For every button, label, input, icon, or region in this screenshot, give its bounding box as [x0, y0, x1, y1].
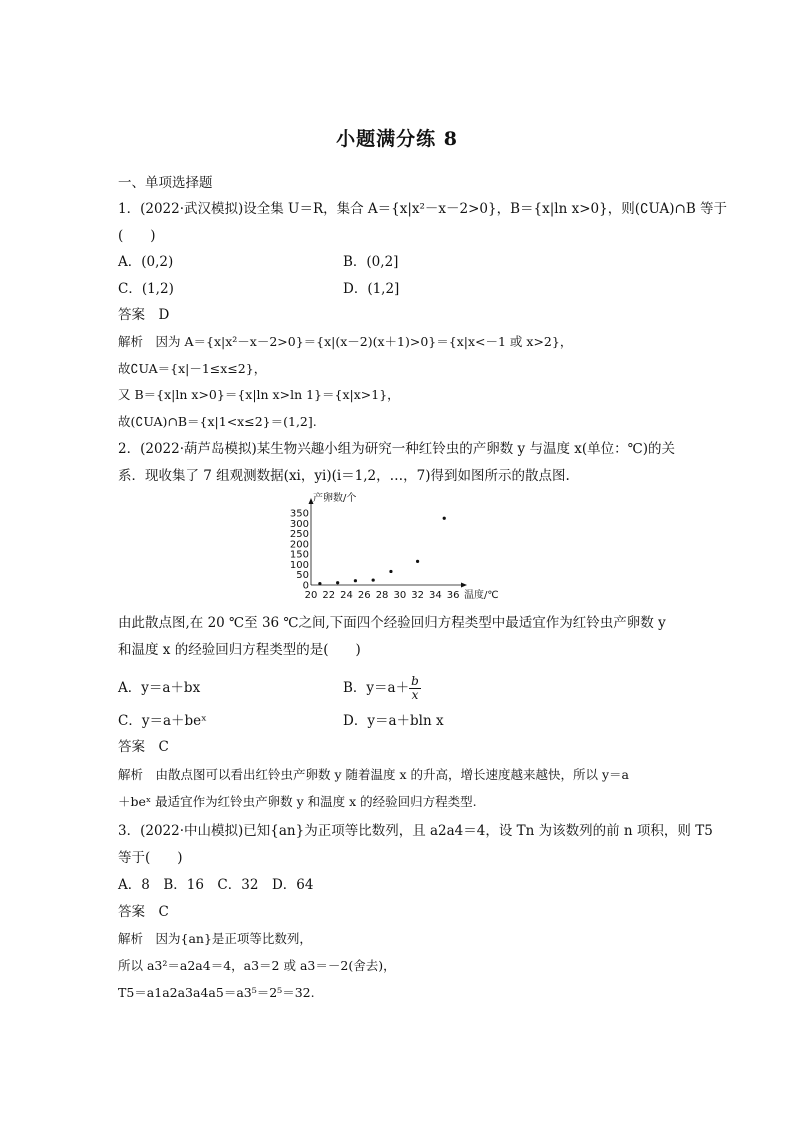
q1-option-d: D．(1,2]: [343, 281, 400, 297]
q3-solution-line2: 所以 a3²＝a2a4＝4，a3＝2 或 a3＝－2(舍去)，: [118, 958, 396, 973]
scatter-plot: [280, 490, 510, 605]
q2-option-b-prefix: B．y＝a＋: [343, 680, 410, 696]
q1-option-c: C．(1,2): [118, 281, 174, 297]
y-tick-label: 150: [289, 549, 309, 561]
q2-option-b: [343, 666, 421, 710]
data-point: [354, 579, 357, 582]
q2-answer: 答案 C: [118, 739, 169, 755]
x-tick-label: 30: [393, 590, 407, 601]
y-tick-label: 250: [289, 529, 309, 541]
page-title: 小题满分练 8: [336, 128, 458, 150]
q1-solution-line3: 又 B＝{x|ln x>0}＝{x|ln x>ln 1}＝{x|x>1}，: [118, 387, 400, 402]
y-tick-label: 50: [296, 570, 309, 582]
y-tick-labels: [290, 509, 309, 592]
data-point: [372, 578, 375, 581]
data-point: [389, 570, 392, 573]
section-heading: 一、单项选择题: [118, 175, 213, 191]
x-tick-label: 20: [304, 590, 318, 601]
q2-stem-line1: 2．(2022·葫芦岛模拟)某生物兴趣小组为研究一种红铃虫的产卵数 y 与温度 x(单位：℃)的关: [118, 441, 676, 457]
y-tick-label: 350: [289, 508, 309, 520]
x-axis-label: 温度/℃: [464, 590, 499, 601]
x-tick-label: 24: [340, 590, 353, 601]
q1-solution-line1: 解析 因为 A＝{x|x²－x－2>0}＝{x|(x－2)(x＋1)>0}＝{x|x<－1 或 x>2}，: [118, 334, 573, 349]
x-tick-labels: [305, 590, 460, 601]
y-tick-label: 200: [289, 539, 309, 551]
y-tick-label: 100: [289, 559, 309, 571]
q3-solution-line1: 解析 因为{an}是正项等比数列，: [118, 931, 312, 946]
q3-solution-line3: T5＝a1a2a3a4a5＝a3⁵＝2⁵＝32.: [118, 985, 315, 1000]
y-tick-label: 300: [289, 518, 309, 530]
q3-stem-line2: 等于( ): [118, 850, 183, 866]
q3-answer: 答案 C: [118, 904, 169, 920]
q1-solution-line2: 故∁UA＝{x|－1≤x≤2}，: [118, 361, 267, 376]
x-tick-label: 36: [446, 590, 460, 601]
x-tick-label: 26: [357, 590, 371, 601]
q2-option-d: D．y＝a＋bln x: [343, 713, 444, 729]
q3-stem-line1: 3．(2022·中山模拟)已知{an}为正项等比数列，且 a2a4＝4，设 Tn 为该数列的前 n 项积，则 T5: [118, 823, 713, 839]
data-point: [416, 560, 419, 563]
x-tick-label: 32: [411, 590, 424, 601]
fraction-b-over-x: [409, 675, 421, 702]
q3-options: A．8 B．16 C．32 D．64: [118, 877, 314, 893]
q2-option-c: C．y＝a＋beˣ: [118, 713, 207, 729]
x-tick-label: 34: [428, 590, 442, 601]
data-point: [336, 581, 339, 584]
data-point: [443, 517, 446, 520]
fraction-numerator: b: [411, 673, 419, 688]
q2-option-a: A．y＝a＋bx: [118, 680, 201, 696]
q2-after-line2: 和温度 x 的经验回归方程类型的是( ): [118, 642, 361, 658]
q2-after-line1: 由此散点图,在 20 ℃至 36 ℃之间,下面四个经验回归方程类型中最适宜作为红铃虫产卵数 y: [118, 615, 666, 631]
x-tick-label: 22: [322, 590, 336, 601]
x-tick-label: 28: [375, 590, 389, 601]
data-points: [318, 517, 446, 585]
q2-solution-line2: ＋beˣ 最适宜作为红铃虫产卵数 y 和温度 x 的经验回归方程类型.: [118, 794, 477, 809]
q1-stem-line2: ( ): [118, 228, 156, 244]
q2-stem-line2: 系．现收集了 7 组观测数据(xi，yi)(i＝1,2，…，7)得到如图所示的散点图.: [118, 468, 570, 484]
data-point: [318, 582, 321, 585]
q2-solution-line1: 解析 由散点图可以看出红铃虫产卵数 y 随着温度 x 的升高，增长速度越来越快，所以 y＝a: [118, 767, 629, 782]
q1-stem-line1: 1．(2022·武汉模拟)设全集 U＝R，集合 A＝{x|x²－x－2>0}，B＝{x|ln x>0}，则(∁UA)∩B 等于: [118, 201, 728, 217]
q1-answer: 答案 D: [118, 307, 170, 323]
x-axis-arrow: [461, 583, 467, 588]
q1-option-a: A．(0,2): [118, 254, 174, 270]
y-tick-label: 0: [302, 580, 309, 592]
fraction-denominator: x: [411, 687, 419, 702]
q1-solution-line4: 故(∁UA)∩B＝{x|1<x≤2}＝(1,2].: [118, 414, 317, 429]
q1-option-b: B．(0,2]: [343, 254, 399, 270]
y-axis-label: 产卵数/个: [313, 493, 357, 504]
